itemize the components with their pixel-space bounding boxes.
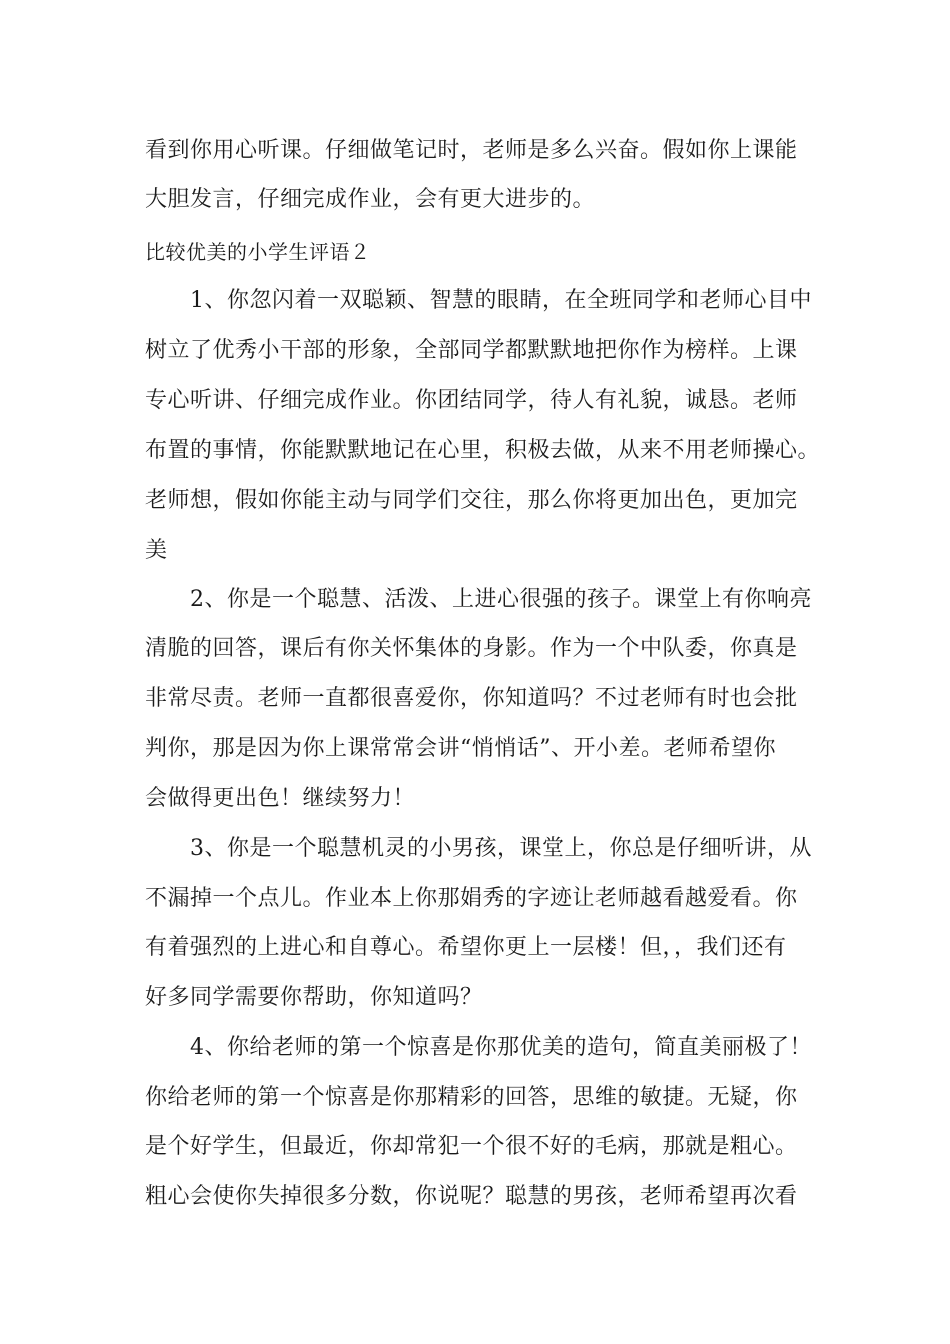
text-line: 粗心会使你失掉很多分数，你说呢？聪慧的男孩，老师希望再次看 — [145, 1184, 798, 1209]
text-line: 2、你是一个聪慧、活泼、上进心很强的孩子。课堂上有你响亮 — [145, 587, 812, 612]
text-line: 大胆发言，仔细完成作业，会有更大进步的。 — [145, 187, 596, 212]
text-line: 好多同学需要你帮助，你知道吗？ — [145, 985, 483, 1010]
text-line: 是个好学生，但最近，你却常犯一个很不好的毛病，那就是粗心。 — [145, 1134, 798, 1159]
text-line: 会做得更出色！继续努力！ — [145, 786, 416, 811]
text-line: 专心听讲、仔细完成作业。你团结同学，待人有礼貌，诚恳。老师 — [145, 388, 798, 413]
text-line: 1、你忽闪着一双聪颖、智慧的眼睛，在全班同学和老师心目中 — [145, 288, 812, 313]
text-line: 美 — [145, 538, 168, 563]
text-line: 判你，那是因为你上课常常会讲“悄悄话”、开小差。老师希望你 — [145, 736, 776, 761]
text-line: 树立了优秀小干部的形象，全部同学都默默地把你作为榜样。上课 — [145, 338, 798, 363]
text-line: 你给老师的第一个惊喜是你那精彩的回答，思维的敏捷。无疑，你 — [145, 1085, 798, 1110]
text-line: 清脆的回答，课后有你关怀集体的身影。作为一个中队委，你真是 — [145, 636, 798, 661]
text-line: 有着强烈的上进心和自尊心。希望你更上一层楼！但，，我们还有 — [145, 935, 787, 960]
text-line: 布置的事情，你能默默地记在心里，积极去做，从来不用老师操心。 — [145, 438, 821, 463]
text-line: 4、你给老师的第一个惊喜是你那优美的造句，简直美丽极了！ — [145, 1035, 812, 1060]
text-line: 非常尽责。老师一直都很喜爱你，你知道吗？不过老师有时也会批 — [145, 686, 798, 711]
section-heading: 比较优美的小学生评语２ — [145, 240, 371, 264]
text-line: 老师想，假如你能主动与同学们交往，那么你将更加出色，更加完 — [145, 488, 798, 513]
text-line: 看到你用心听课。仔细做笔记时，老师是多么兴奋。假如你上课能 — [145, 138, 798, 163]
text-line: 3、你是一个聪慧机灵的小男孩，课堂上，你总是仔细听讲，从 — [145, 836, 812, 861]
text-line: 不漏掉一个点儿。作业本上你那娟秀的字迹让老师越看越爱看。你 — [145, 886, 798, 911]
